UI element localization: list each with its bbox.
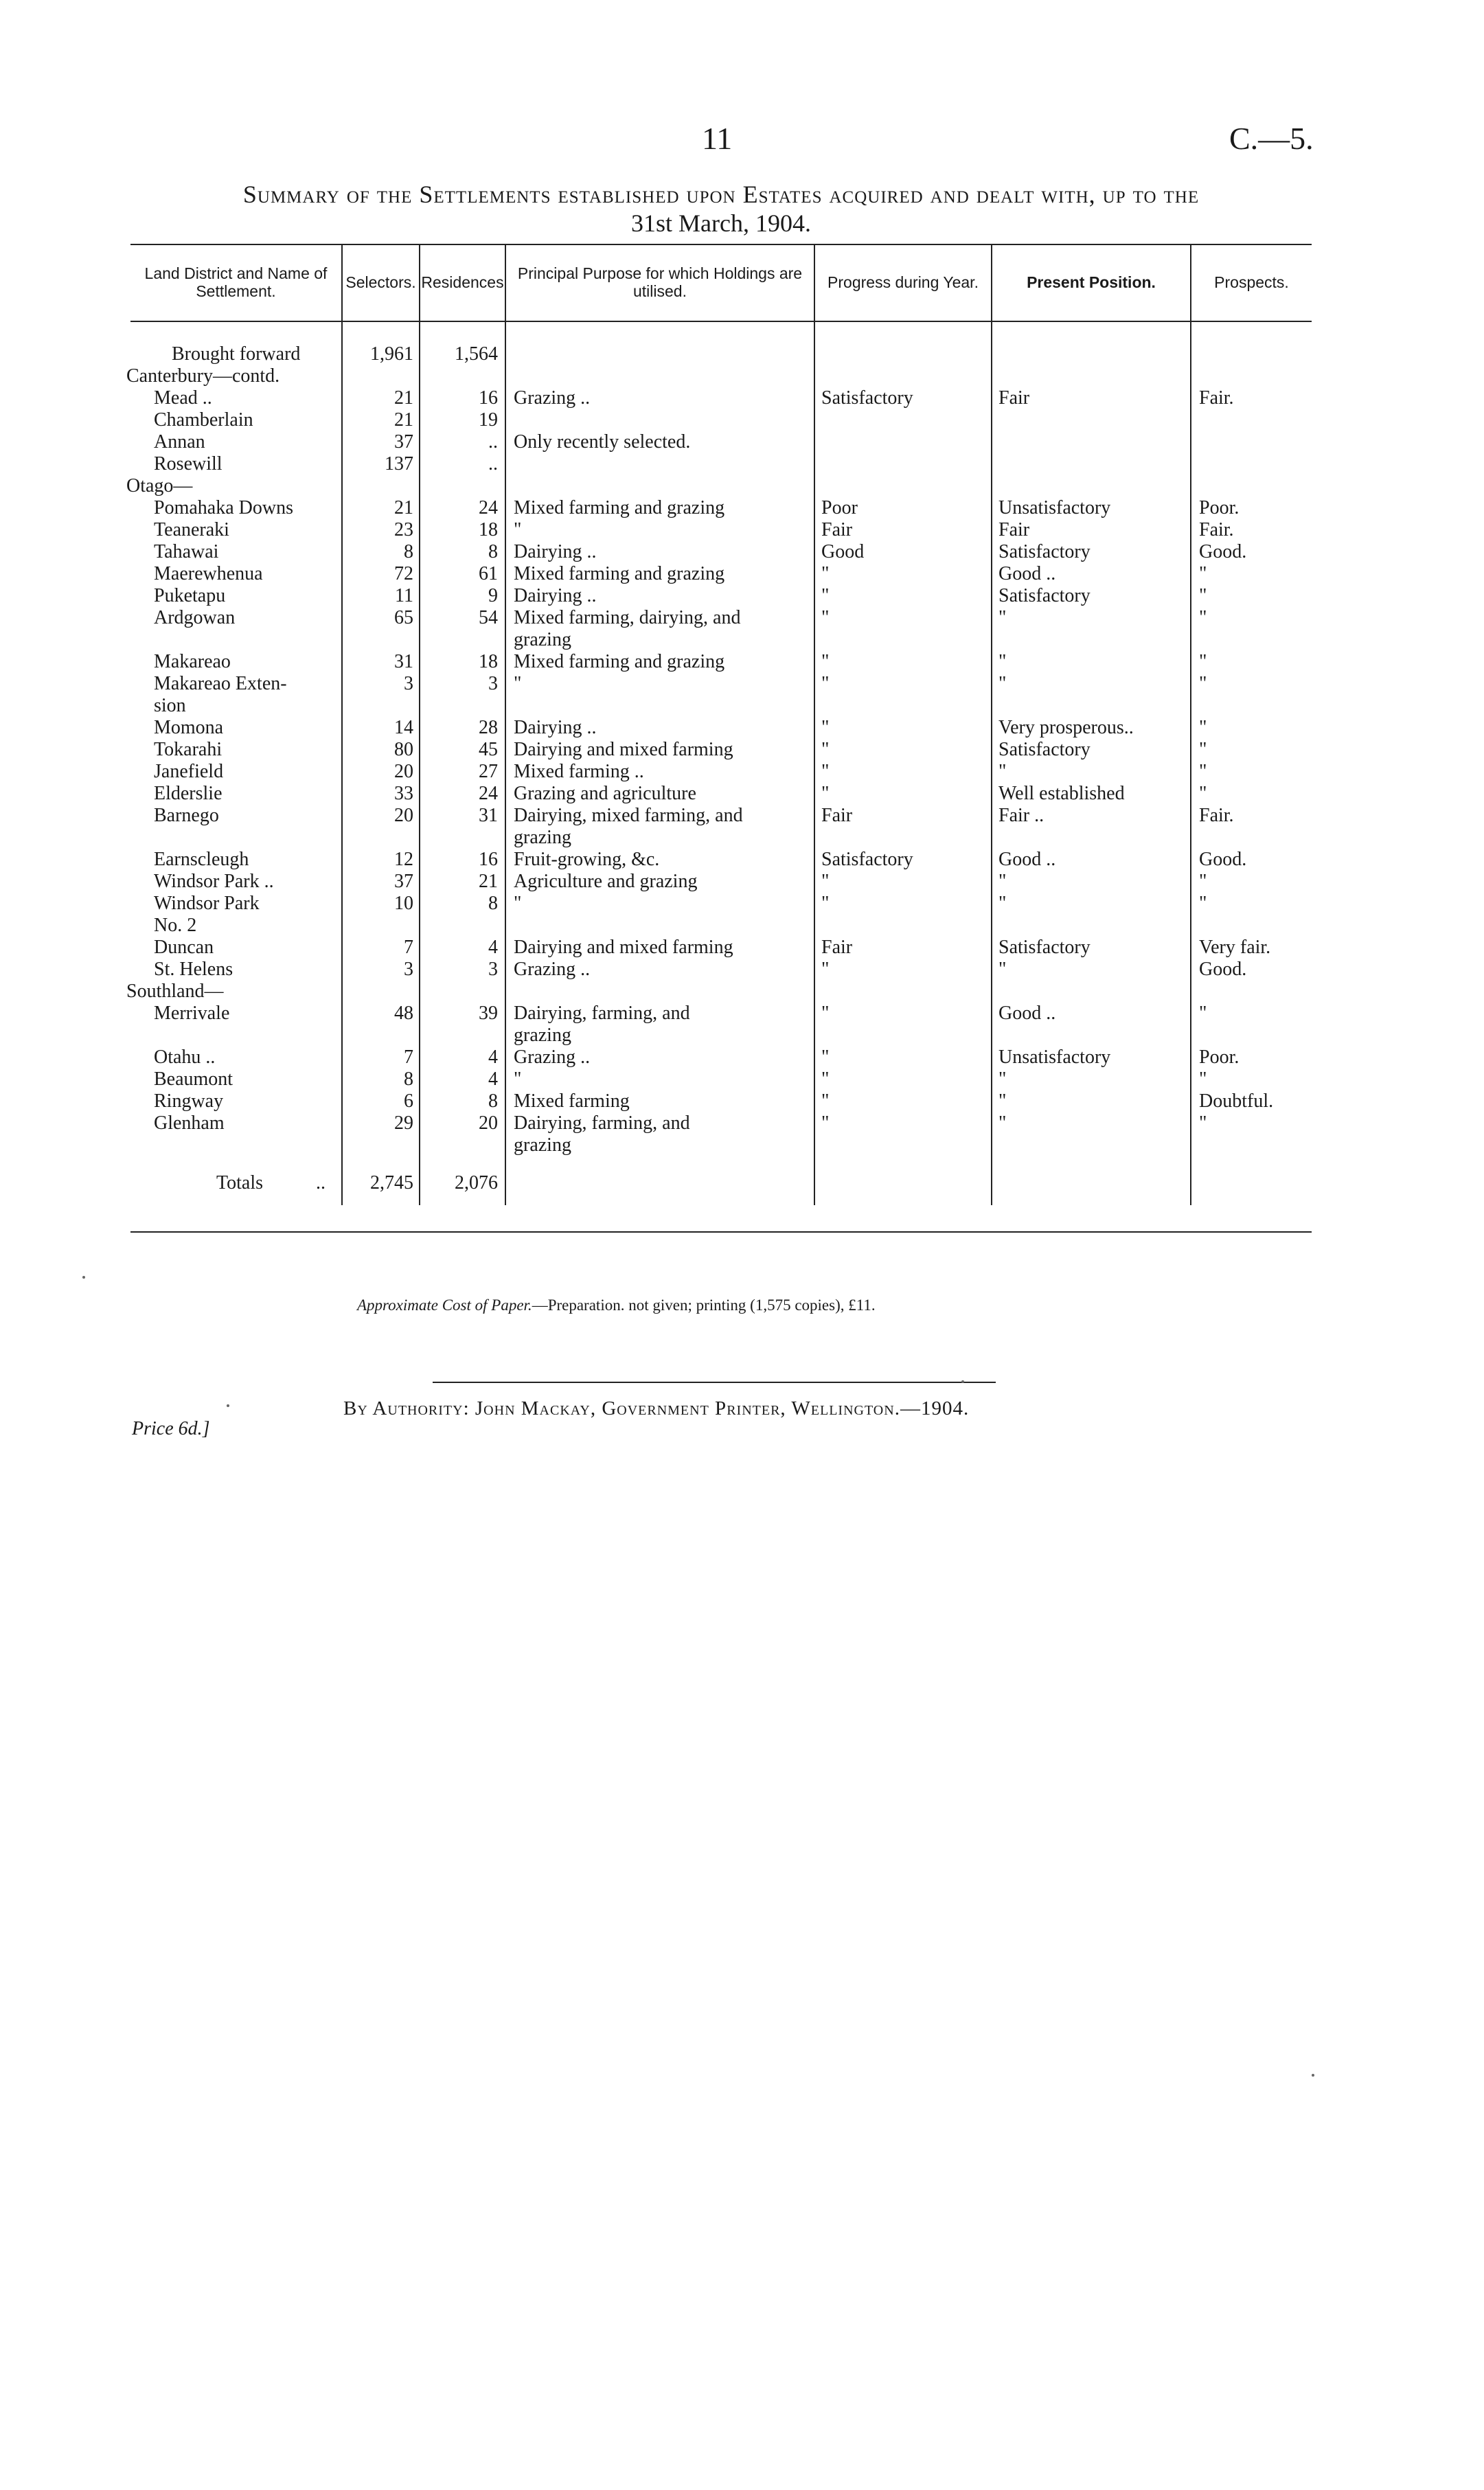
selectors-cell: 72 [394, 563, 413, 584]
settlement-name: Brought forward [172, 343, 301, 365]
residences-cell: 31 [479, 805, 498, 826]
table-row [126, 475, 1312, 497]
selectors-cell: 37 [394, 431, 413, 453]
settlement-name: Ringway [154, 1090, 224, 1112]
position-cell: " [998, 673, 1007, 694]
table-row [130, 1090, 1312, 1112]
table-row [130, 827, 1312, 849]
progress-cell: " [821, 585, 830, 606]
document-reference: C.—5. [1229, 121, 1314, 156]
settlement-name: Tahawai [154, 541, 219, 562]
table-row [126, 365, 1312, 387]
table-row [126, 981, 1312, 1003]
selectors-cell: 20 [394, 761, 413, 782]
totals-label: Totals [216, 1172, 264, 1193]
selectors-cell: 11 [395, 585, 413, 606]
prospects-cell: Fair. [1199, 519, 1234, 540]
progress-cell: " [821, 1090, 830, 1112]
position-cell: Good .. [998, 563, 1056, 584]
table-row [130, 343, 1312, 365]
table-row [130, 1003, 1312, 1025]
progress-cell: " [821, 871, 830, 892]
header-residences: Residences [421, 273, 504, 291]
table-row [130, 761, 1312, 783]
table-row [130, 453, 1312, 475]
residences-cell: 28 [479, 717, 498, 738]
table-row [130, 1112, 1312, 1134]
progress-cell: Good [821, 541, 865, 562]
position-cell: Good .. [998, 849, 1056, 870]
residences-cell: 20 [479, 1112, 498, 1134]
progress-cell: " [821, 607, 830, 628]
progress-cell: Fair [821, 937, 853, 958]
progress-cell: " [821, 673, 830, 694]
selectors-cell: 31 [394, 651, 413, 672]
purpose-cell: grazing [514, 629, 571, 650]
progress-cell: Satisfactory [821, 849, 913, 870]
speck-mark [1312, 2074, 1314, 2077]
header-rule [130, 321, 1312, 322]
table-row [130, 519, 1312, 541]
selectors-cell: 21 [394, 497, 413, 518]
settlement-name: Chamberlain [154, 409, 253, 431]
residences-cell: 3 [488, 959, 498, 980]
table-row [130, 387, 1312, 409]
selectors-cell: 20 [394, 805, 413, 826]
residences-cell: 16 [479, 387, 498, 409]
totals-row [130, 1172, 1312, 1194]
settlement-name: Windsor Park [154, 893, 260, 914]
prospects-cell: " [1199, 871, 1207, 892]
settlement-name: Canterbury—contd. [126, 365, 280, 387]
table-row [130, 1134, 1312, 1156]
progress-cell: " [821, 563, 830, 584]
residences-cell: 21 [479, 871, 498, 892]
purpose-cell: Agriculture and grazing [514, 871, 698, 892]
residences-cell: 4 [488, 1047, 498, 1068]
progress-cell: " [821, 1069, 830, 1090]
table-row [130, 893, 1312, 915]
progress-cell: " [821, 959, 830, 980]
title-line-2: 31st March, 1904. [631, 209, 811, 237]
position-cell: Satisfactory [998, 541, 1091, 562]
cost-label: Approximate Cost of Paper. [357, 1297, 532, 1314]
residences-cell: 45 [479, 739, 498, 760]
page-number: 11 [702, 121, 733, 156]
purpose-cell: grazing [514, 1134, 571, 1156]
header-principal-purpose: Principal Purpose for which Holdings are utilised. [517, 264, 803, 300]
totals-leader: .. [316, 1172, 326, 1193]
settlement-name: Otahu .. [154, 1047, 216, 1068]
selectors-cell: 80 [394, 739, 413, 760]
position-cell: " [998, 651, 1007, 672]
residences-cell: 61 [479, 563, 498, 584]
settlement-name: Momona [154, 717, 224, 738]
position-cell: Very prosperous.. [998, 717, 1134, 738]
table-row [130, 871, 1312, 893]
selectors-cell: 8 [404, 541, 413, 562]
header-present-position: Present Position. [1027, 273, 1156, 291]
selectors-cell: 6 [404, 1090, 413, 1112]
prospects-cell: " [1199, 651, 1207, 672]
purpose-cell: Dairying, mixed farming, and [514, 805, 743, 826]
progress-cell: Satisfactory [821, 387, 913, 409]
purpose-cell: Mixed farming and grazing [514, 651, 725, 672]
residences-cell: 39 [479, 1003, 498, 1024]
purpose-cell: " [514, 1069, 522, 1090]
prospects-cell: Very fair. [1199, 937, 1271, 958]
settlement-name: No. 2 [154, 915, 197, 936]
progress-cell: " [821, 739, 830, 760]
settlement-name: Otago— [126, 475, 193, 496]
table-row [130, 585, 1312, 607]
position-cell: Unsatisfactory [998, 1047, 1111, 1068]
settlements-table [126, 244, 1312, 1233]
table-row [130, 1025, 1312, 1047]
position-cell: " [998, 1090, 1007, 1112]
selectors-cell: 21 [394, 409, 413, 431]
prospects-cell: Good. [1199, 541, 1247, 562]
selectors-cell: 37 [394, 871, 413, 892]
table-row [130, 849, 1312, 871]
header-prospects: Prospects. [1214, 273, 1289, 291]
prospects-cell: " [1199, 1069, 1207, 1090]
purpose-cell: grazing [514, 827, 571, 848]
position-cell: " [998, 1112, 1007, 1134]
purpose-cell: Mixed farming .. [514, 761, 644, 782]
position-cell: Unsatisfactory [998, 497, 1111, 518]
table-row [130, 497, 1312, 519]
residences-cell: 4 [488, 937, 498, 958]
position-cell: Satisfactory [998, 739, 1091, 760]
progress-cell: " [821, 893, 830, 914]
table-row [130, 717, 1312, 739]
table-row [130, 783, 1312, 805]
settlement-name: Beaumont [154, 1069, 233, 1090]
prospects-cell: " [1199, 783, 1207, 804]
table-row [130, 1047, 1312, 1069]
residences-cell: 54 [479, 607, 498, 628]
title-line-1: Summary of the Settlements established upon Estates acquired and dealt with, up to the [242, 181, 1200, 208]
price-label: Price 6d.] [132, 1418, 210, 1439]
table-row [130, 651, 1312, 673]
selectors-cell: 10 [394, 893, 413, 914]
table-bottom-rule [130, 1231, 1312, 1233]
authority-rule [433, 1382, 996, 1383]
settlement-name: Puketapu [154, 585, 226, 606]
settlement-name: Annan [154, 431, 205, 453]
settlement-name: Merrivale [154, 1003, 230, 1024]
position-cell: Fair [998, 519, 1030, 540]
selectors-cell: 21 [394, 387, 413, 409]
position-cell: " [998, 871, 1007, 892]
table-row [130, 563, 1312, 585]
prospects-cell: " [1199, 739, 1207, 760]
selectors-cell: 65 [394, 607, 413, 628]
progress-cell: " [821, 783, 830, 804]
settlement-name: Rosewill [154, 453, 222, 475]
purpose-cell: Grazing .. [514, 387, 591, 409]
totals-selectors: 2,745 [370, 1172, 413, 1193]
residences-cell: 24 [479, 497, 498, 518]
prospects-cell: " [1199, 585, 1207, 606]
residences-cell: 3 [488, 673, 498, 694]
purpose-cell: Mixed farming and grazing [514, 563, 725, 584]
settlement-name: sion [154, 695, 186, 716]
residences-cell: 18 [479, 651, 498, 672]
position-cell: Satisfactory [998, 585, 1091, 606]
table-row [130, 409, 1312, 431]
progress-cell: " [821, 651, 830, 672]
selectors-cell: 3 [404, 673, 413, 694]
purpose-cell: Dairying and mixed farming [514, 937, 733, 958]
totals-residences: 2,076 [455, 1172, 498, 1193]
purpose-cell: Grazing .. [514, 959, 591, 980]
position-cell: Well established [998, 783, 1125, 804]
settlement-name: Mead .. [154, 387, 212, 409]
prospects-cell: Good. [1199, 959, 1247, 980]
progress-cell: " [821, 1112, 830, 1134]
purpose-cell: Dairying .. [514, 541, 597, 562]
prospects-cell: " [1199, 761, 1207, 782]
prospects-cell: " [1199, 673, 1207, 694]
position-cell: " [998, 607, 1007, 628]
table-row [130, 695, 1312, 717]
selectors-cell: 1,961 [370, 343, 413, 365]
settlement-name: Makareao [154, 651, 231, 672]
position-cell: Satisfactory [998, 937, 1091, 958]
table-row [130, 673, 1312, 695]
purpose-cell: Dairying, farming, and [514, 1003, 690, 1024]
residences-cell: 16 [479, 849, 498, 870]
table-row [130, 629, 1312, 651]
progress-cell: " [821, 761, 830, 782]
progress-cell: " [821, 1003, 830, 1024]
prospects-cell: Fair. [1199, 805, 1234, 826]
settlement-name: Earnscleugh [154, 849, 249, 870]
selectors-cell: 7 [404, 1047, 413, 1068]
selectors-cell: 3 [404, 959, 413, 980]
position-cell: " [998, 893, 1007, 914]
table-row [130, 937, 1312, 959]
selectors-cell: 7 [404, 937, 413, 958]
selectors-cell: 48 [394, 1003, 413, 1024]
purpose-cell: Mixed farming [514, 1090, 630, 1112]
table-row [130, 739, 1312, 761]
residences-cell: 9 [488, 585, 498, 606]
selectors-cell: 29 [394, 1112, 413, 1134]
settlement-name: Teaneraki [154, 519, 229, 540]
header-land-district: Land District and Name of Settlement. [144, 264, 328, 300]
residences-cell: 24 [479, 783, 498, 804]
prospects-cell: " [1199, 717, 1207, 738]
settlement-name: Pomahaka Downs [154, 497, 293, 518]
settlement-name: Tokarahi [154, 739, 222, 760]
progress-cell: Fair [821, 519, 853, 540]
table-row [130, 915, 1312, 937]
purpose-cell: Dairying, farming, and [514, 1112, 690, 1134]
header-selectors: Selectors. [345, 273, 416, 291]
settlement-name: Duncan [154, 937, 214, 958]
prospects-cell: Good. [1199, 849, 1247, 870]
prospects-cell: " [1199, 1112, 1207, 1134]
residences-cell: 19 [479, 409, 498, 431]
speck-mark [227, 1404, 229, 1407]
position-cell: Fair [998, 387, 1030, 409]
progress-cell: " [821, 717, 830, 738]
prospects-cell: Fair. [1199, 387, 1234, 409]
prospects-cell: " [1199, 563, 1207, 584]
settlement-name: Glenham [154, 1112, 225, 1134]
purpose-cell: " [514, 519, 522, 540]
selectors-cell: 14 [394, 717, 413, 738]
purpose-cell: Dairying and mixed farming [514, 739, 733, 760]
selectors-cell: 23 [394, 519, 413, 540]
table-row [130, 805, 1312, 827]
purpose-cell: Mixed farming and grazing [514, 497, 725, 518]
purpose-cell: " [514, 673, 522, 694]
settlement-name: Maerewhenua [154, 563, 263, 584]
purpose-cell: Grazing and agriculture [514, 783, 696, 804]
residences-cell: 8 [488, 1090, 498, 1112]
residences-cell: 1,564 [455, 343, 498, 365]
settlement-name: Ardgowan [154, 607, 236, 628]
residences-cell: 27 [479, 761, 498, 782]
purpose-cell: grazing [514, 1025, 571, 1046]
purpose-cell: Mixed farming, dairying, and [514, 607, 741, 628]
purpose-cell: Fruit-growing, &c. [514, 849, 660, 870]
residences-cell: 4 [488, 1069, 498, 1090]
position-cell: Good .. [998, 1003, 1056, 1024]
progress-cell: " [821, 1047, 830, 1068]
position-cell: " [998, 761, 1007, 782]
progress-cell: Fair [821, 805, 853, 826]
table-row [130, 607, 1312, 629]
purpose-cell: Dairying .. [514, 585, 597, 606]
selectors-cell: 12 [394, 849, 413, 870]
prospects-cell: Poor. [1199, 497, 1240, 518]
residences-cell: 8 [488, 541, 498, 562]
table-row [130, 959, 1312, 981]
residences-cell: .. [488, 453, 498, 475]
purpose-cell: " [514, 893, 522, 914]
table-row [130, 431, 1312, 453]
position-cell: " [998, 1069, 1007, 1090]
position-cell: " [998, 959, 1007, 980]
header-progress: Progress during Year. [827, 273, 979, 291]
selectors-cell: 137 [385, 453, 413, 475]
cost-note [357, 1297, 876, 1314]
speck-mark [961, 1380, 964, 1383]
settlement-name: Makareao Exten- [154, 673, 287, 694]
purpose-cell: Dairying .. [514, 717, 597, 738]
selectors-cell: 33 [394, 783, 413, 804]
table-row [130, 541, 1312, 563]
purpose-cell: Grazing .. [514, 1047, 591, 1068]
residences-cell: 8 [488, 893, 498, 914]
prospects-cell: Poor. [1199, 1047, 1240, 1068]
prospects-cell: " [1199, 893, 1207, 914]
settlement-name: Barnego [154, 805, 219, 826]
settlement-name: Southland— [126, 981, 224, 1002]
settlement-name: Windsor Park .. [154, 871, 274, 892]
settlement-name: Elderslie [154, 783, 222, 804]
prospects-cell: Doubtful. [1199, 1090, 1274, 1112]
authority-line: By Authority: John Mackay, Government Printer, Wellington.—1904. [343, 1397, 970, 1419]
cost-text: —Preparation. not given; printing (1,575 copies), £11. [532, 1297, 876, 1314]
progress-cell: Poor [821, 497, 858, 518]
selectors-cell: 8 [404, 1069, 413, 1090]
settlement-name: St. Helens [154, 959, 233, 980]
page-title [130, 180, 1312, 238]
purpose-cell: Only recently selected. [514, 431, 691, 453]
residences-cell: 18 [479, 519, 498, 540]
settlement-name: Janefield [154, 761, 224, 782]
prospects-cell: " [1199, 607, 1207, 628]
prospects-cell: " [1199, 1003, 1207, 1024]
speck-mark [82, 1276, 85, 1279]
residences-cell: .. [488, 431, 498, 453]
position-cell: Fair .. [998, 805, 1044, 826]
table-row [130, 1069, 1312, 1090]
